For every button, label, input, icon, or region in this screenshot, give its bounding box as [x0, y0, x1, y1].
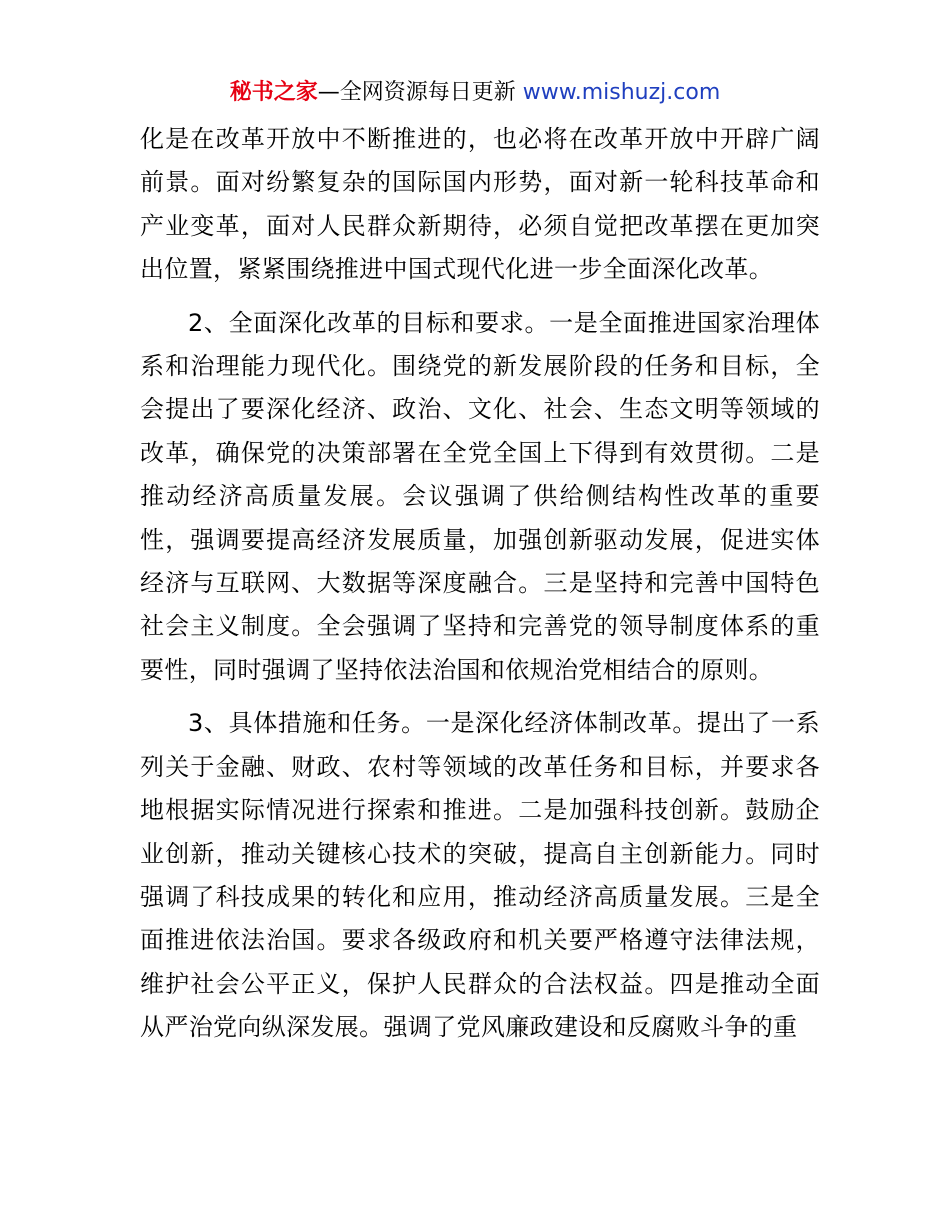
site-header — [0, 78, 950, 108]
paragraph-goals-requirements: 2、全面深化改革的目标和要求。一是全面推进国家治理体系和治理能力现代化。围绕党的新发展阶段的任务和目标，全会提出了要深化经济、政治、文化、社会、生态文明等领域的改革，确保党的决策部署在全党全国上下得到有效贯彻。二是推动经济高质量发展。会议强调了供给侧结构性改革的重要性，强调要提高经济发展质量，加强创新驱动发展，促进实体经济与互联网、大数据等深度融合。三是坚持和完善中国特色社会主义制度。全会强调了坚持和完善党的领导制度体系的重要性，同时强调了坚持依法治国和依规治党相结合的原则。 — [140, 308, 820, 684]
site-tagline: —全网资源每日更新 — [317, 80, 523, 105]
paragraph-continuation: 化是在改革开放中不断推进的，也必将在改革开放中开辟广阔前景。面对纷繁复杂的国际国内形势，面对新一轮科技革命和产业变革，面对人民群众新期待，必须自觉把改革摆在更加突出位置，紧紧围绕推进中国式现代化进一步全面深化改革。 — [140, 125, 820, 284]
document-body — [140, 118, 820, 1050]
paragraph-measures-tasks: 3、具体措施和任务。一是深化经济体制改革。提出了一系列关于金融、财政、农村等领域的改革任务和目标，并要求各地根据实际情况进行探索和推进。二是加强科技创新。鼓励企业创新，推动关键核心技术的突破，提高自主创新能力。同时强调了科技成果的转化和应用，推动经济高质量发展。三是全面推进依法治国。要求各级政府和机关要严格遵守法律法规，维护社会公平正义，保护人民群众的合法权益。四是推动全面从严治党向纵深发展。强调了党风廉政建设和反腐败斗争的重 — [140, 709, 820, 1042]
site-url-link[interactable]: www.mishuzj.com — [522, 80, 721, 105]
site-brand: 秘书之家 — [229, 80, 318, 105]
